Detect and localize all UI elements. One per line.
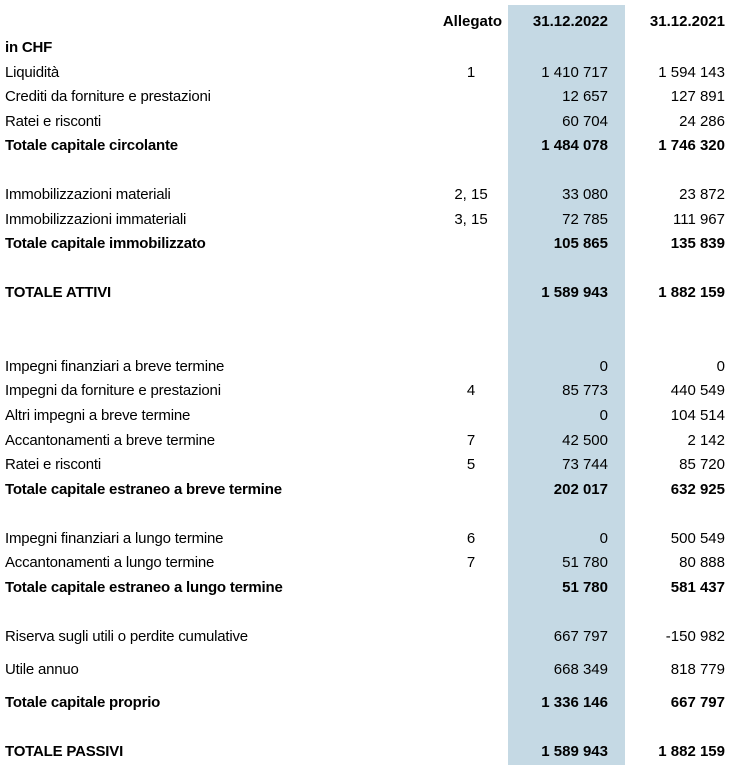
- row-value-2022: 0: [599, 407, 608, 424]
- table-row: [0, 404, 731, 428]
- row-value-2022: 667 797: [553, 628, 608, 645]
- row-value-2021: 135 839: [670, 235, 725, 252]
- row-value-2022: 1 410 717: [541, 64, 608, 81]
- row-label: Totale capitale estraneo a lungo termine: [5, 579, 283, 596]
- row-value-2021: -150 982: [665, 628, 725, 645]
- row-value-2021: 1 594 143: [658, 64, 725, 81]
- row-label: Accantonamenti a lungo termine: [5, 554, 215, 571]
- row-label: TOTALE PASSIVI: [5, 743, 124, 760]
- row-value-2022: 72 785: [562, 211, 608, 228]
- table-row: [0, 61, 731, 85]
- row-annex: 4: [466, 382, 476, 399]
- table-row: [0, 379, 731, 403]
- row-value-2021: 23 872: [679, 186, 725, 203]
- table-row: [0, 183, 731, 207]
- row-value-2022: 73 744: [562, 456, 608, 473]
- row-label: Totale capitale estraneo a breve termine: [5, 481, 282, 498]
- row-value-2022: 0: [599, 530, 608, 547]
- table-total-row: [0, 740, 731, 764]
- row-label: Utile annuo: [5, 661, 79, 678]
- column-header-2022: 31.12.2022: [532, 13, 608, 30]
- row-value-2021: 667 797: [670, 694, 725, 711]
- row-value-2021: 1 746 320: [658, 137, 725, 154]
- row-annex: 3, 15: [454, 211, 488, 228]
- table-row: [0, 658, 731, 682]
- row-value-2022: 60 704: [562, 113, 608, 130]
- row-label: Immobilizzazioni immateriali: [5, 211, 187, 228]
- row-value-2022: 1 336 146: [541, 694, 608, 711]
- row-value-2022: 0: [599, 358, 608, 375]
- row-value-2021: 500 549: [670, 530, 725, 547]
- row-label: Totale capitale proprio: [5, 694, 161, 711]
- row-value-2021: 818 779: [670, 661, 725, 678]
- row-label: Ratei e risconti: [5, 456, 102, 473]
- currency-label-row: [0, 36, 731, 60]
- row-value-2021: 80 888: [679, 554, 725, 571]
- row-value-2022: 12 657: [562, 88, 608, 105]
- row-value-2022: 202 017: [553, 481, 608, 498]
- table-header: [0, 10, 731, 34]
- row-label: Crediti da forniture e prestazioni: [5, 88, 211, 105]
- row-label: Immobilizzazioni materiali: [5, 186, 171, 203]
- row-label: Altri impegni a breve termine: [5, 407, 191, 424]
- row-value-2021: 1 882 159: [658, 743, 725, 760]
- row-value-2022: 85 773: [562, 382, 608, 399]
- row-value-2022: 1 484 078: [541, 137, 608, 154]
- row-value-2021: 581 437: [670, 579, 725, 596]
- row-value-2022: 105 865: [553, 235, 608, 252]
- row-value-2021: 440 549: [670, 382, 725, 399]
- row-label: Ratei e risconti: [5, 113, 102, 130]
- row-value-2021: 111 967: [673, 211, 725, 228]
- row-label: Impegni da forniture e prestazioni: [5, 382, 221, 399]
- table-row: [0, 429, 731, 453]
- row-value-2022: 1 589 943: [541, 743, 608, 760]
- row-label: Riserva sugli utili o perdite cumulative: [5, 628, 248, 645]
- table-total-row: [0, 691, 731, 715]
- table-row: [0, 527, 731, 551]
- row-value-2022: 33 080: [562, 186, 608, 203]
- row-value-2021: 85 720: [679, 456, 725, 473]
- row-annex: 7: [466, 554, 476, 571]
- row-value-2022: 42 500: [562, 432, 608, 449]
- row-value-2021: 2 142: [687, 432, 725, 449]
- row-annex: 7: [466, 432, 476, 449]
- row-value-2022: 51 780: [562, 579, 608, 596]
- row-value-2021: 104 514: [670, 407, 725, 424]
- table-total-row: [0, 232, 731, 256]
- row-value-2021: 24 286: [679, 113, 725, 130]
- row-label: Totale capitale circolante: [5, 137, 178, 154]
- row-value-2021: 1 882 159: [658, 284, 725, 301]
- table-row: [0, 453, 731, 477]
- currency-label: in CHF: [5, 39, 53, 56]
- row-label: Liquidità: [5, 64, 60, 81]
- table-row: [0, 85, 731, 109]
- table-row: [0, 355, 731, 379]
- row-label: TOTALE ATTIVI: [5, 284, 112, 301]
- row-label: Accantonamenti a breve termine: [5, 432, 215, 449]
- table-row: [0, 551, 731, 575]
- annex-column-header: Allegato: [442, 13, 502, 30]
- column-header-2021: 31.12.2021: [649, 13, 725, 30]
- row-value-2022: 1 589 943: [541, 284, 608, 301]
- row-value-2022: 51 780: [562, 554, 608, 571]
- row-value-2021: 0: [716, 358, 725, 375]
- row-value-2022: 668 349: [553, 661, 608, 678]
- table-total-row: [0, 478, 731, 502]
- table-total-row: [0, 134, 731, 158]
- row-annex: 1: [466, 64, 476, 81]
- table-row: [0, 110, 731, 134]
- row-label: Totale capitale immobilizzato: [5, 235, 206, 252]
- row-value-2021: 127 891: [670, 88, 725, 105]
- table-row: [0, 625, 731, 649]
- table-total-row: [0, 576, 731, 600]
- row-annex: 5: [466, 456, 476, 473]
- row-annex: 6: [466, 530, 476, 547]
- table-row: [0, 208, 731, 232]
- row-label: Impegni finanziari a lungo termine: [5, 530, 224, 547]
- row-label: Impegni finanziari a breve termine: [5, 358, 225, 375]
- table-total-row: [0, 281, 731, 305]
- row-annex: 2, 15: [454, 186, 488, 203]
- row-value-2021: 632 925: [670, 481, 725, 498]
